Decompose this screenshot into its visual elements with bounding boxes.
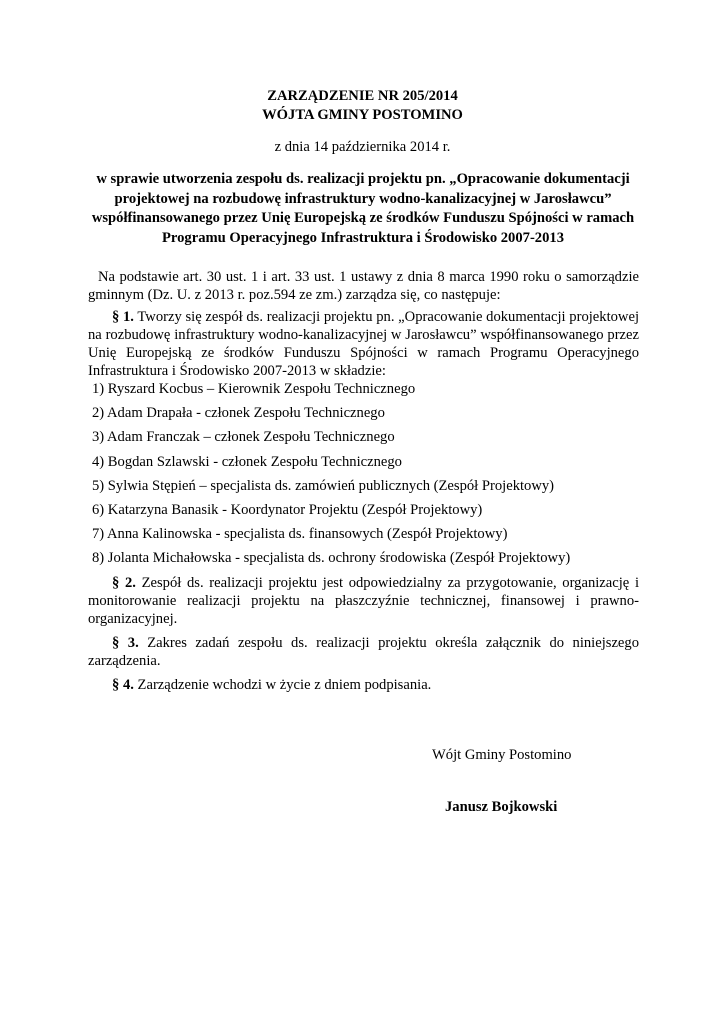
- list-item: 4) Bogdan Szlawski - członek Zespołu Technicznego: [92, 453, 402, 470]
- section-4-label: § 4.: [112, 677, 134, 693]
- signature-office: Wójt Gminy Postomino: [432, 747, 572, 763]
- list-item: 5) Sylwia Stępień – specjalista ds. zamówień publicznych (Zespół Projektowy): [92, 477, 555, 494]
- section-1-label: § 1.: [112, 309, 134, 325]
- list-item: 2) Adam Drapała - członek Zespołu Technicznego: [92, 405, 385, 422]
- document-title-line2: WÓJTA GMINY POSTOMINO: [262, 107, 463, 123]
- list-item: 3) Adam Franczak – członek Zespołu Technicznego: [92, 429, 395, 446]
- signature-name: Janusz Bojkowski: [445, 799, 558, 815]
- list-item: 1) Ryszard Kocbus – Kierownik Zespołu Technicznego: [92, 381, 416, 397]
- document-subject: w sprawie utworzenia zespołu ds. realizacji projektu pn. „Opracowanie dokumentacji projektowej na rozbudowę infrastruktury wodno-kanalizacyjnej w Jarosławcu” współfinansowanego przez Unię Europejską ze środków Funduszu Spójności w ramach Programu Operacyjnego Infrastruktura i Środowisko 2007-2013: [91, 171, 635, 246]
- section-3-paragraph: [88, 634, 639, 670]
- list-item: 7) Anna Kalinowska - specjalista ds. finansowych (Zespół Projektowy): [92, 526, 508, 543]
- list-item: 6) Katarzyna Banasik - Koordynator Projektu (Zespół Projektowy): [92, 501, 483, 518]
- section-2-paragraph: [88, 574, 639, 628]
- section-1-paragraph: [88, 308, 639, 380]
- team-members-list: [92, 380, 632, 574]
- list-item: 8) Jolanta Michałowska - specjalista ds. ochrony środowiska (Zespół Projektowy): [92, 550, 571, 567]
- section-2-text: Zespół ds. realizacji projektu jest odpowiedzialny za przygotowanie, organizację i monitorowanie realizacji projektu na płaszczyźnie technicznej, finansowej i prawno-organizacyjnej.: [88, 575, 639, 627]
- preamble-text: Na podstawie art. 30 ust. 1 i art. 33 ust. 1 ustawy z dnia 8 marca 1990 roku o samorządzie gminnym (Dz. U. z 2013 r. poz.594 ze zm.) zarządza się, co następuje:: [88, 269, 639, 303]
- section-3-text: Zakres zadań zespołu ds. realizacji projektu określa załącznik do niniejszego zarządzenia.: [88, 635, 639, 669]
- section-4-text: Zarządzenie wchodzi w życie z dniem podpisania.: [137, 677, 432, 693]
- document-date: z dnia 14 października 2014 r.: [274, 139, 451, 155]
- section-4-paragraph: [88, 676, 639, 694]
- document-title-line1: ZARZĄDZENIE NR 205/2014: [267, 88, 458, 104]
- section-3-label: § 3.: [112, 635, 139, 651]
- section-2-label: § 2.: [112, 575, 136, 591]
- preamble-paragraph: [88, 268, 639, 304]
- section-1-text: Tworzy się zespół ds. realizacji projektu pn. „Opracowanie dokumentacji projektowej na rozbudowę infrastruktury wodno-kanalizacyjnej w Jarosławcu” współfinansowanego przez Unię Europejską ze środków Funduszu Spójności w ramach Programu Operacyjnego Infrastruktura i Środowisko 2007-2013 w składzie:: [88, 309, 639, 379]
